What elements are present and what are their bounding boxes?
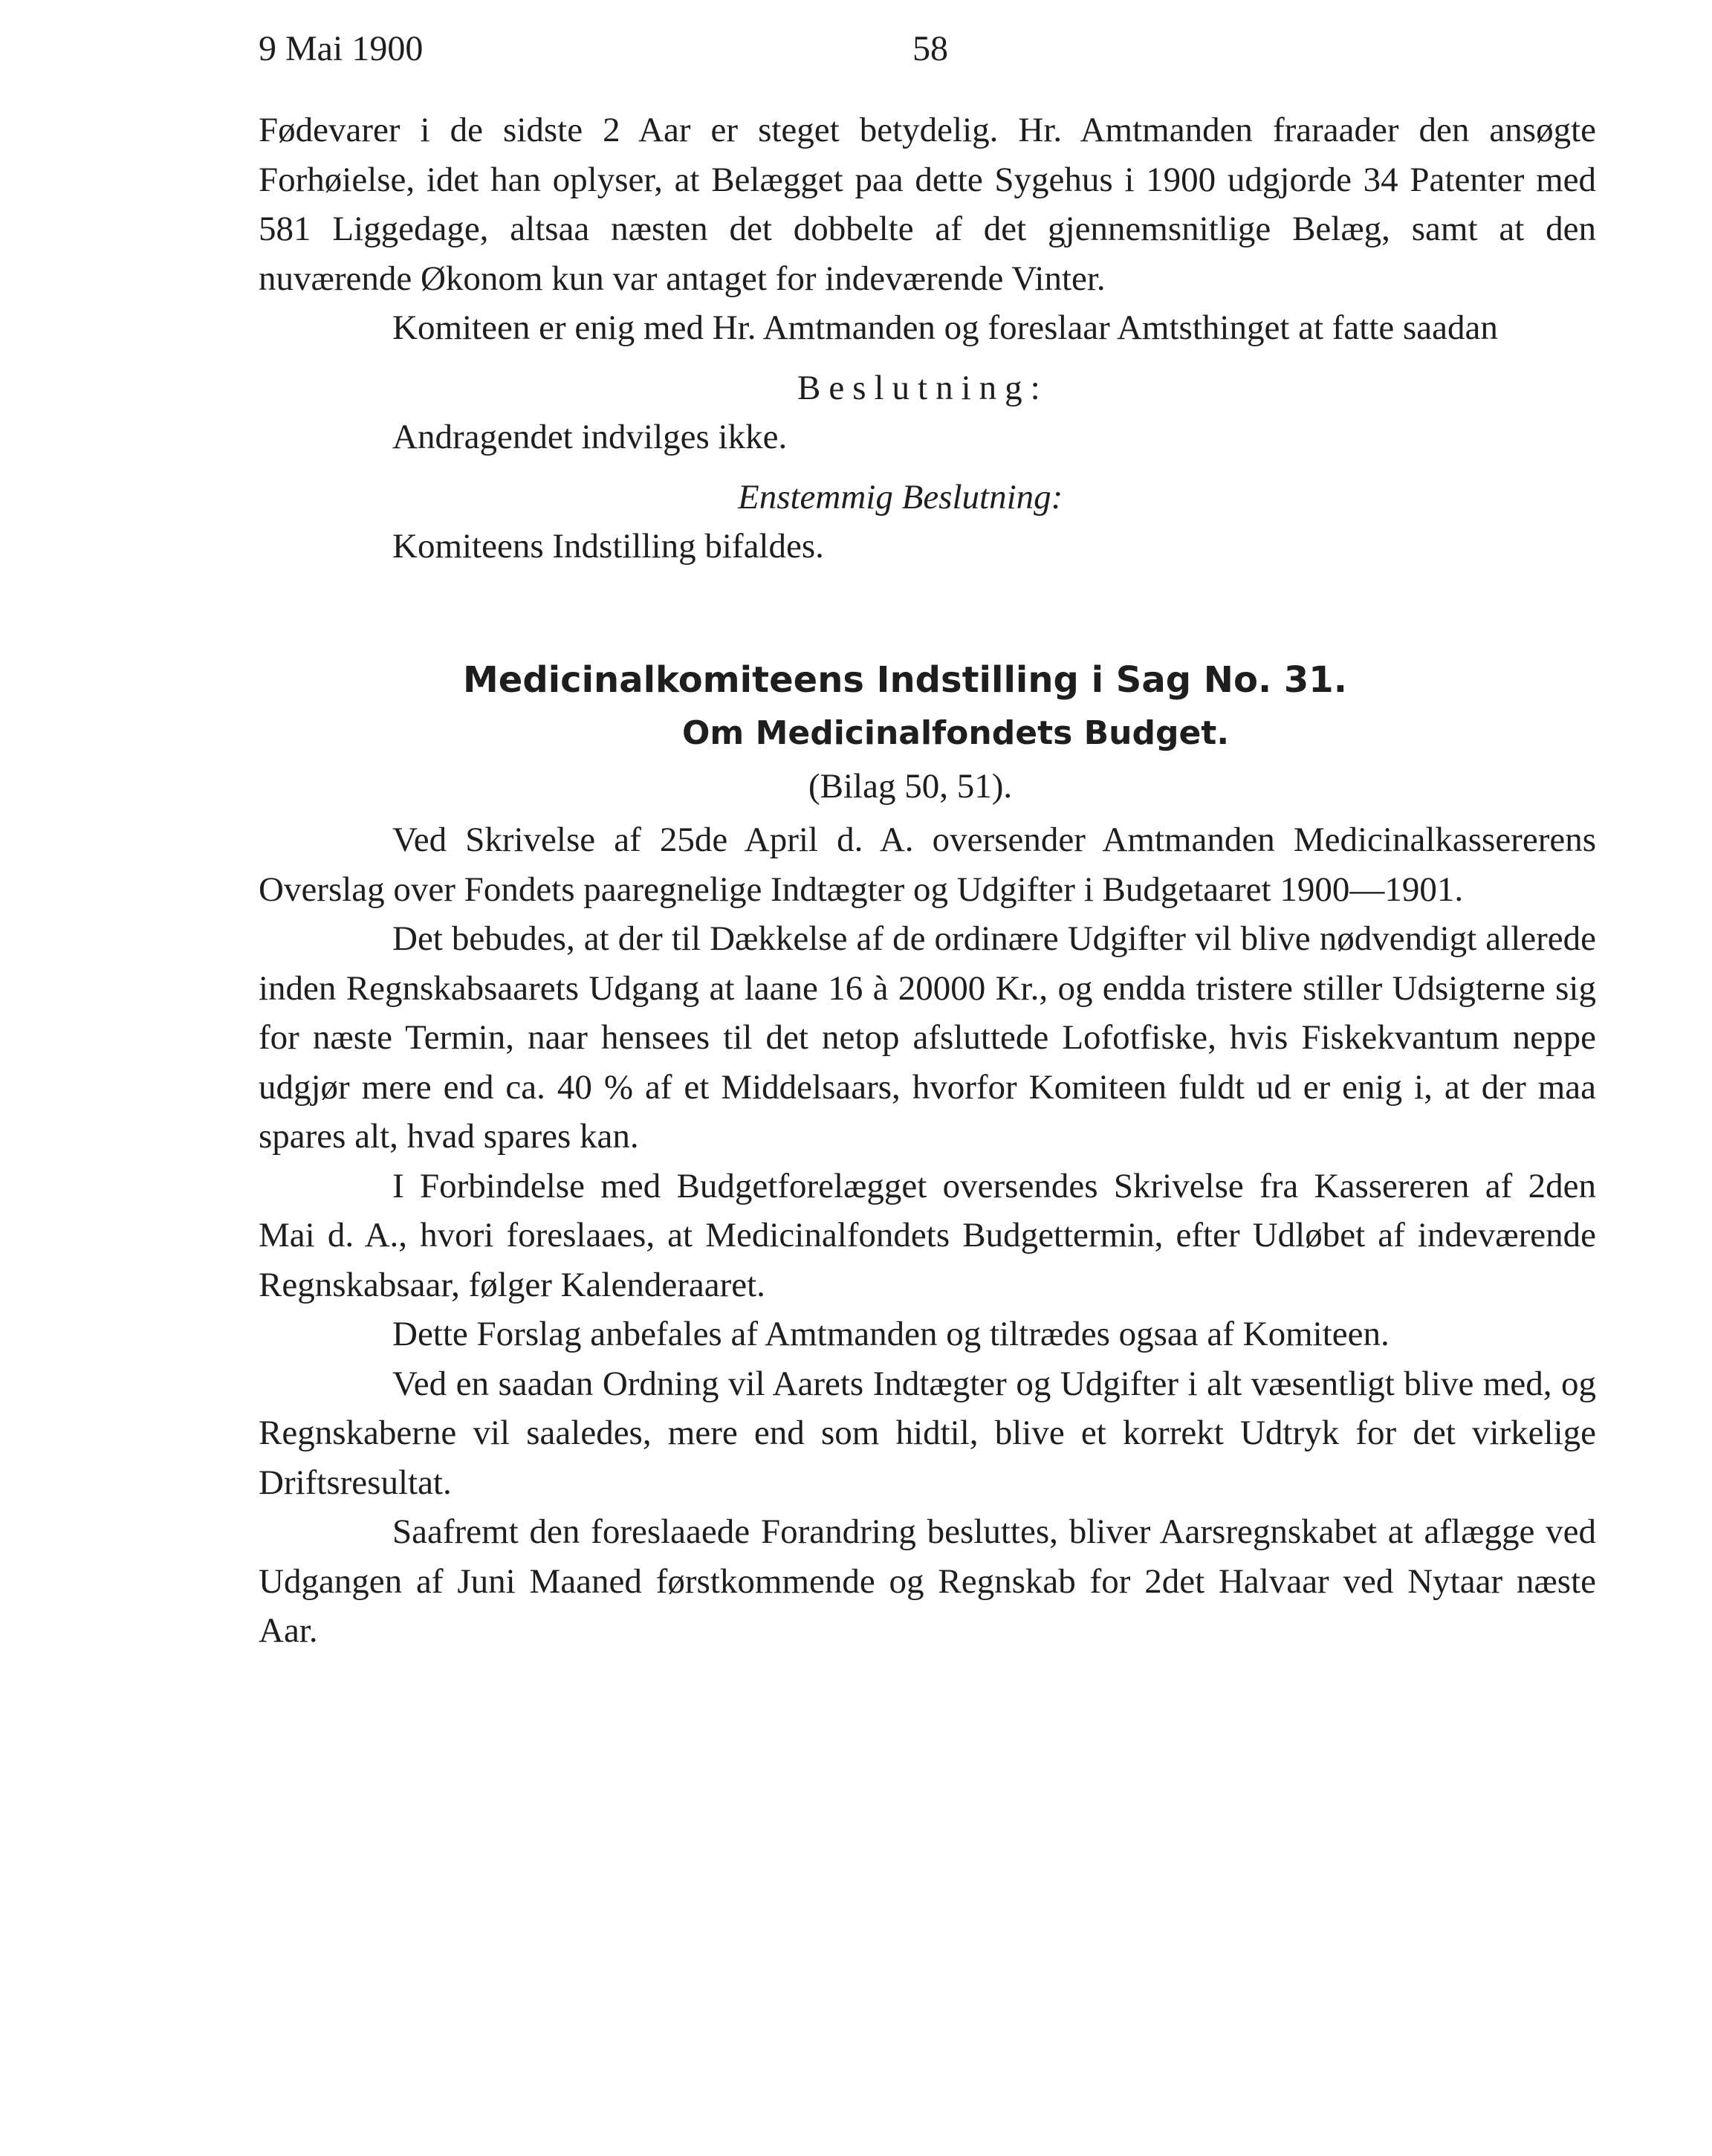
enstemmig-text: Komiteens Indstilling bifaldes. <box>392 527 824 566</box>
section-subtitle: Om Medicinalfondets Budget. <box>682 713 1230 752</box>
section-paragraph: Saafremt den foreslaaede Forandring besluttes, bliver Aarsregnskabet at aflægge ved Udgangen af Juni Maaned førstkommende og Regnskab for 2det Halvaar ved Nytaar næste Aar. <box>259 1512 1596 1650</box>
beslutning-text: Andragendet indvilges ikke. <box>392 418 788 456</box>
section-paragraph: Ved Skrivelse af 25de April d. A. oversender Amtmanden Medicinalkassererens Overslag over Fondets paaregnelige Indtægter og Udgifter i Budgetaaret 1900—1901. <box>259 820 1596 909</box>
enstemmig-heading: Enstemmig Beslutning: <box>738 477 1063 517</box>
bilag-reference: (Bilag 50, 51). <box>808 766 1013 806</box>
section-paragraph: Ved en saadan Ordning vil Aarets Indtægter og Udgifter i alt væsentligt blive med, og Regnskaberne vil saaledes, mere end som hidtil, blive et korrekt Udtryk for det virkelige Driftsresultat. <box>259 1364 1596 1502</box>
section-paragraph: Dette Forslag anbefales af Amtmanden og tiltrædes ogsaa af Komiteen. <box>392 1315 1390 1353</box>
page-body <box>259 106 1596 1656</box>
header-date: 9 Mai 1900 <box>259 29 424 68</box>
section-paragraph: Det bebudes, at der til Dækkelse af de ordinære Udgifter vil blive nødvendigt allerede inden Regnskabsaarets Udgang at laane 16 à 20000 Kr., og endda tristere stiller Udsigterne sig for næste Termin, naar hensees til det netop afsluttede Lofotfiske, hvis Fiskekvantum neppe udgjør mere end ca. 40 % af et Middelsaars, hvorfor Komiteen fuldt ud er enig i, at der maa spares alt, hvad spares kan. <box>259 919 1596 1156</box>
section-title: Medicinalkomiteens Indstilling i Sag No. 31. <box>463 658 1347 701</box>
komite-paragraph: Komiteen er enig med Hr. Amtmanden og foreslaar Amtsthinget at fatte saadan <box>392 308 1498 347</box>
page-number: 58 <box>912 29 948 68</box>
continued-paragraph: Fødevarer i de sidste 2 Aar er steget betydelig. Hr. Amtmanden fraraader den ansøgte Forhøielse, idet han oplyser, at Belægget paa dette Sygehus i 1900 udgjorde 34 Patenter med 581 Liggedage, altsaa næsten det dobbelte af det gjennemsnitlige Belæg, samt at den nuværende Økonom kun var antaget for indeværende Vinter. <box>259 111 1596 298</box>
section-paragraph: I Forbindelse med Budgetforelægget oversendes Skrivelse fra Kassereren af 2den Mai d. A., hvori foreslaaes, at Medicinalfondets Budgettermin, efter Udløbet af indeværende Regnskabsaar, følger Kalenderaaret. <box>259 1166 1596 1304</box>
page-header <box>259 28 1596 80</box>
beslutning-heading: Beslutning: <box>797 368 1048 407</box>
